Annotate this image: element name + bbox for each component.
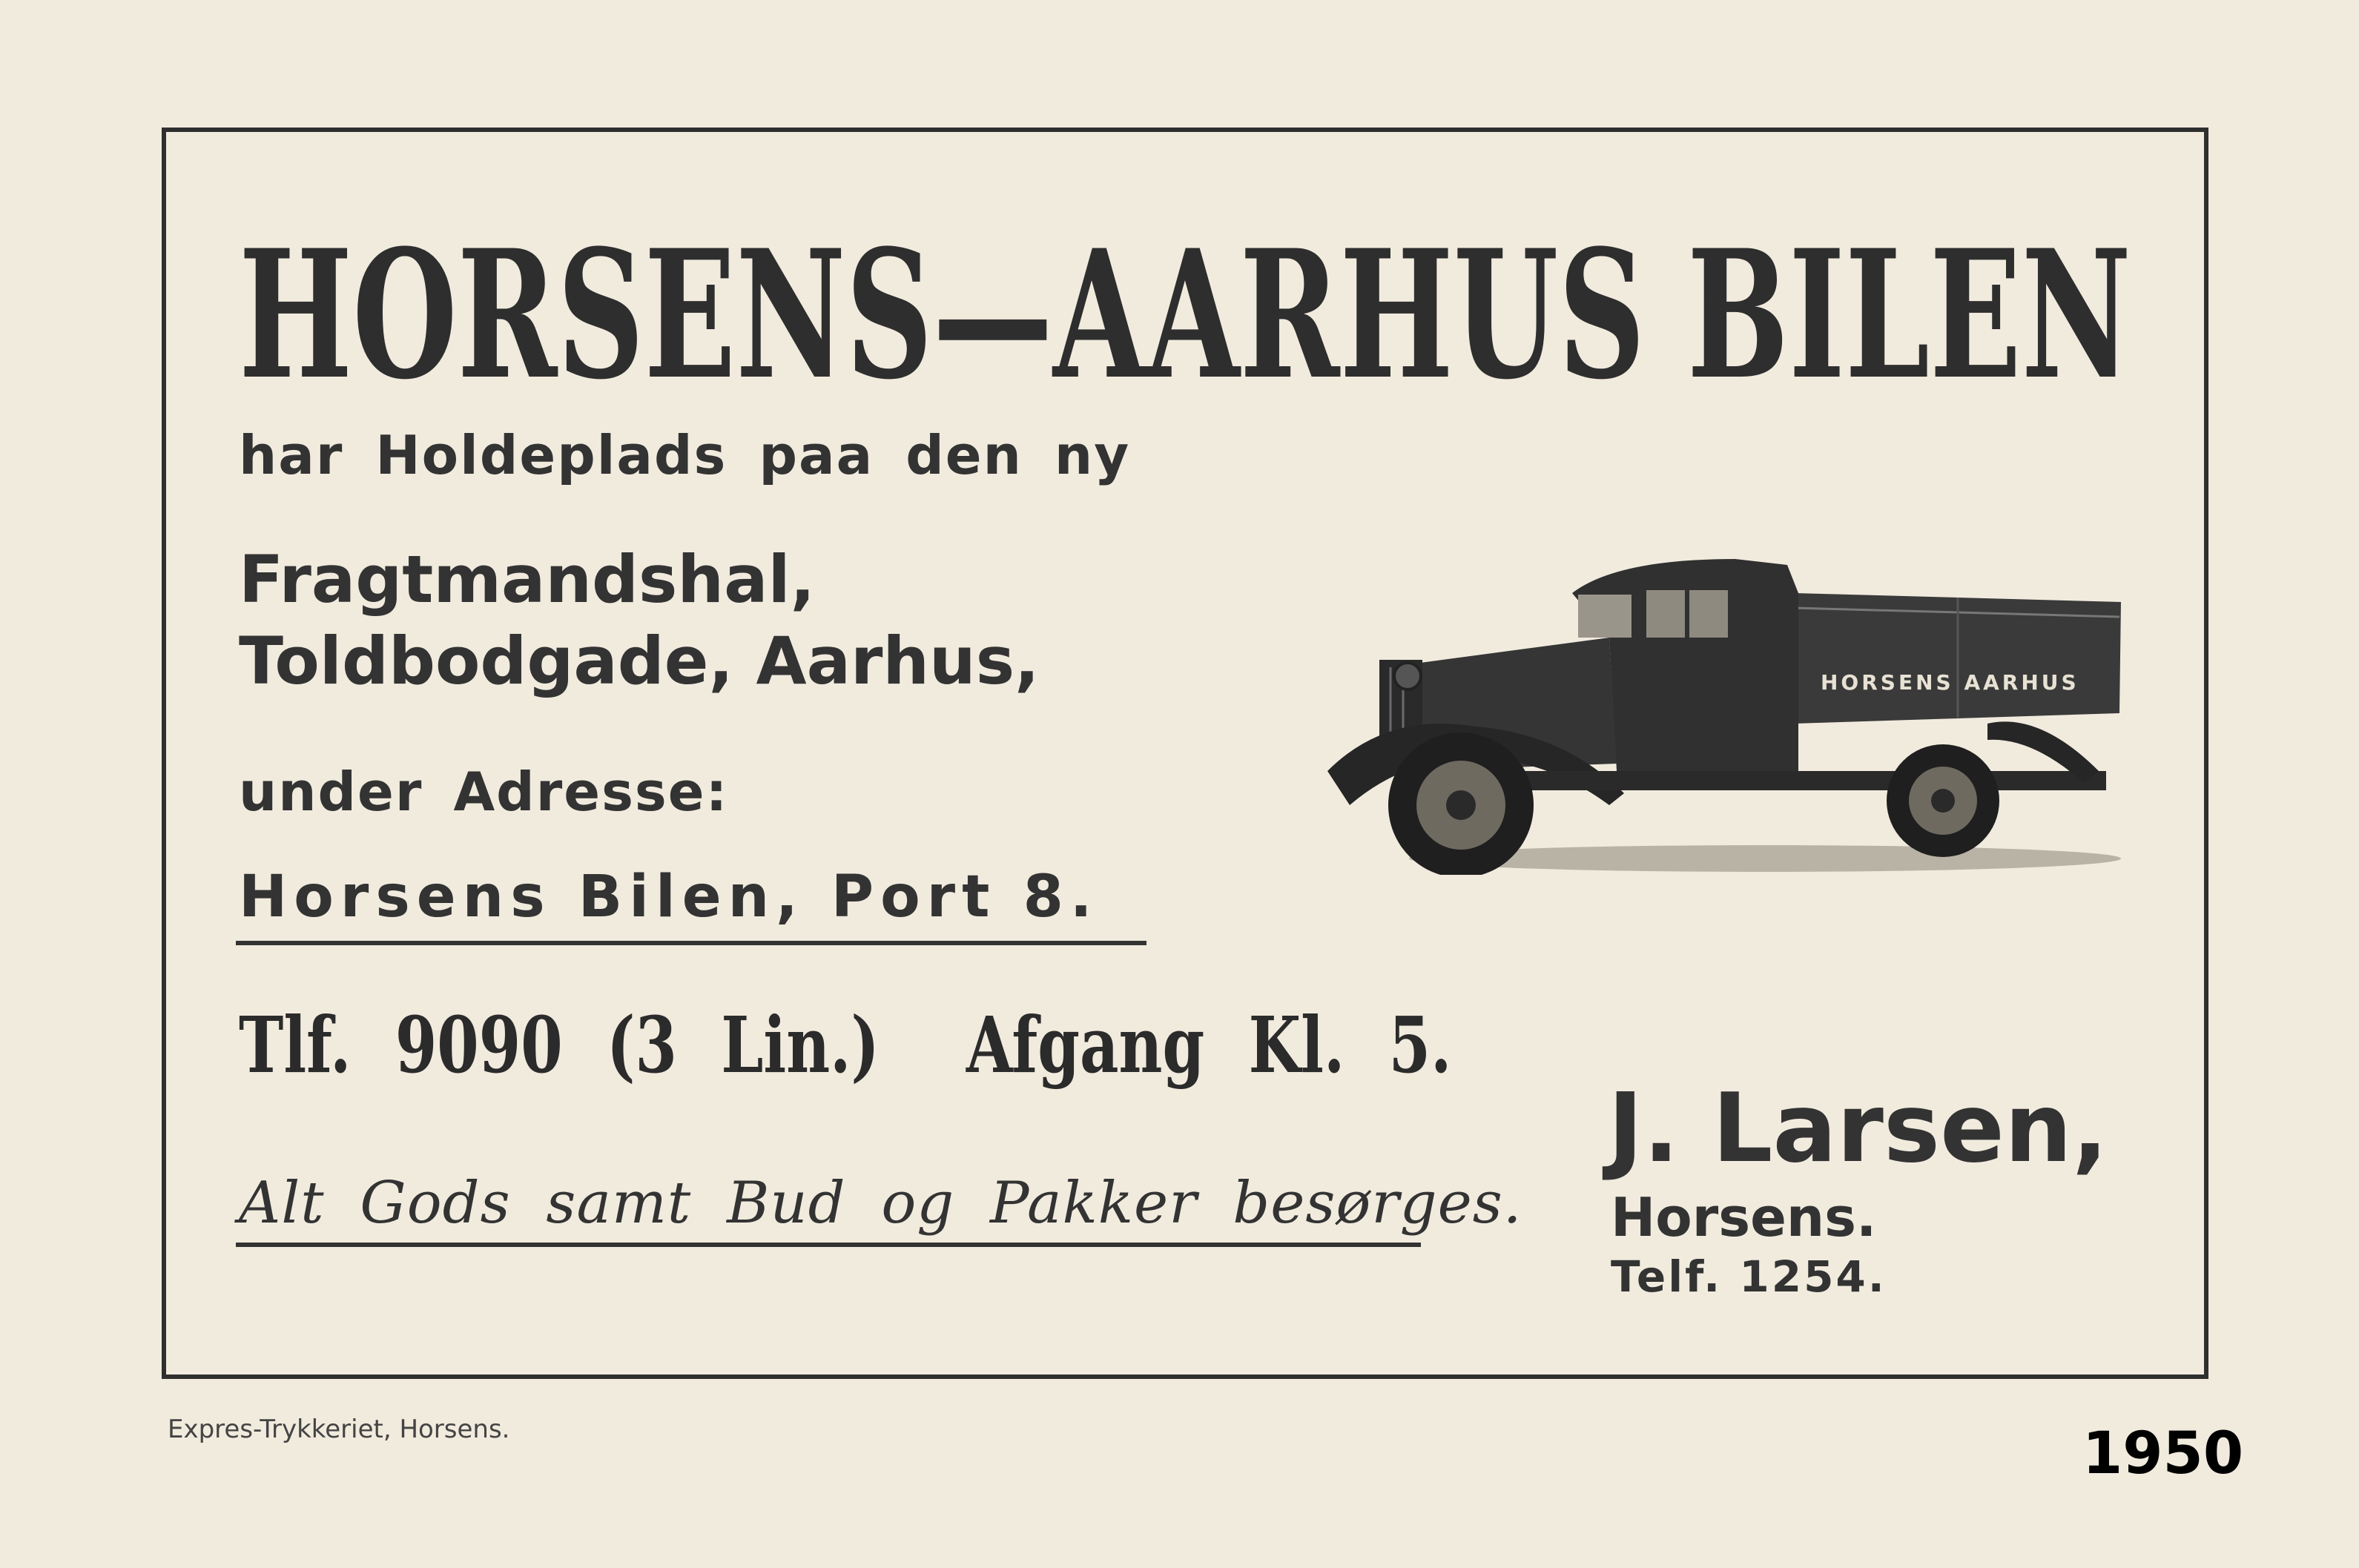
phone-departure-line: [239, 999, 1451, 1091]
slogan-line: Alt Gods samt Bud og Pakker besørges.: [239, 1170, 1522, 1237]
truck-chassis: [1468, 771, 2106, 790]
truck-lettering: HORSENS AARHUS: [1821, 670, 2079, 695]
slogan-underline: [236, 1243, 1421, 1247]
phone-number: Tlf. 9090 (3 Lin.): [239, 999, 880, 1091]
headline-text: HORSENS—AARHUS BILEN: [239, 215, 2131, 393]
proprietor-city: Horsens.: [1611, 1186, 1877, 1248]
ad-headline: [237, 215, 2136, 393]
intro-line: har Holdeplads paa den ny: [239, 424, 1131, 486]
year-label: 1950: [2082, 1420, 2244, 1487]
proprietor-name: J. Larsen,: [1608, 1074, 2108, 1184]
truck-rear-wheel: [1887, 744, 1999, 857]
printer-credit: Expres-Trykkeriet, Horsens.: [168, 1415, 510, 1444]
proprietor-phone: Telf. 1254.: [1611, 1251, 1887, 1302]
address-underline: [236, 941, 1146, 945]
truck-front-wheel: [1388, 732, 1534, 875]
address-label: under Adresse:: [239, 761, 729, 823]
truck-window-front: [1578, 595, 1631, 638]
location-line-hall: Fragtmandshal,: [239, 541, 816, 618]
address-value: Horsens Bilen, Port 8.: [239, 864, 1099, 930]
truck-headlight: [1394, 663, 1421, 689]
departure-time: Afgang Kl. 5.: [966, 999, 1452, 1091]
location-line-street: Toldbodgade, Aarhus,: [239, 623, 1040, 699]
truck-illustration: [1320, 549, 2136, 875]
